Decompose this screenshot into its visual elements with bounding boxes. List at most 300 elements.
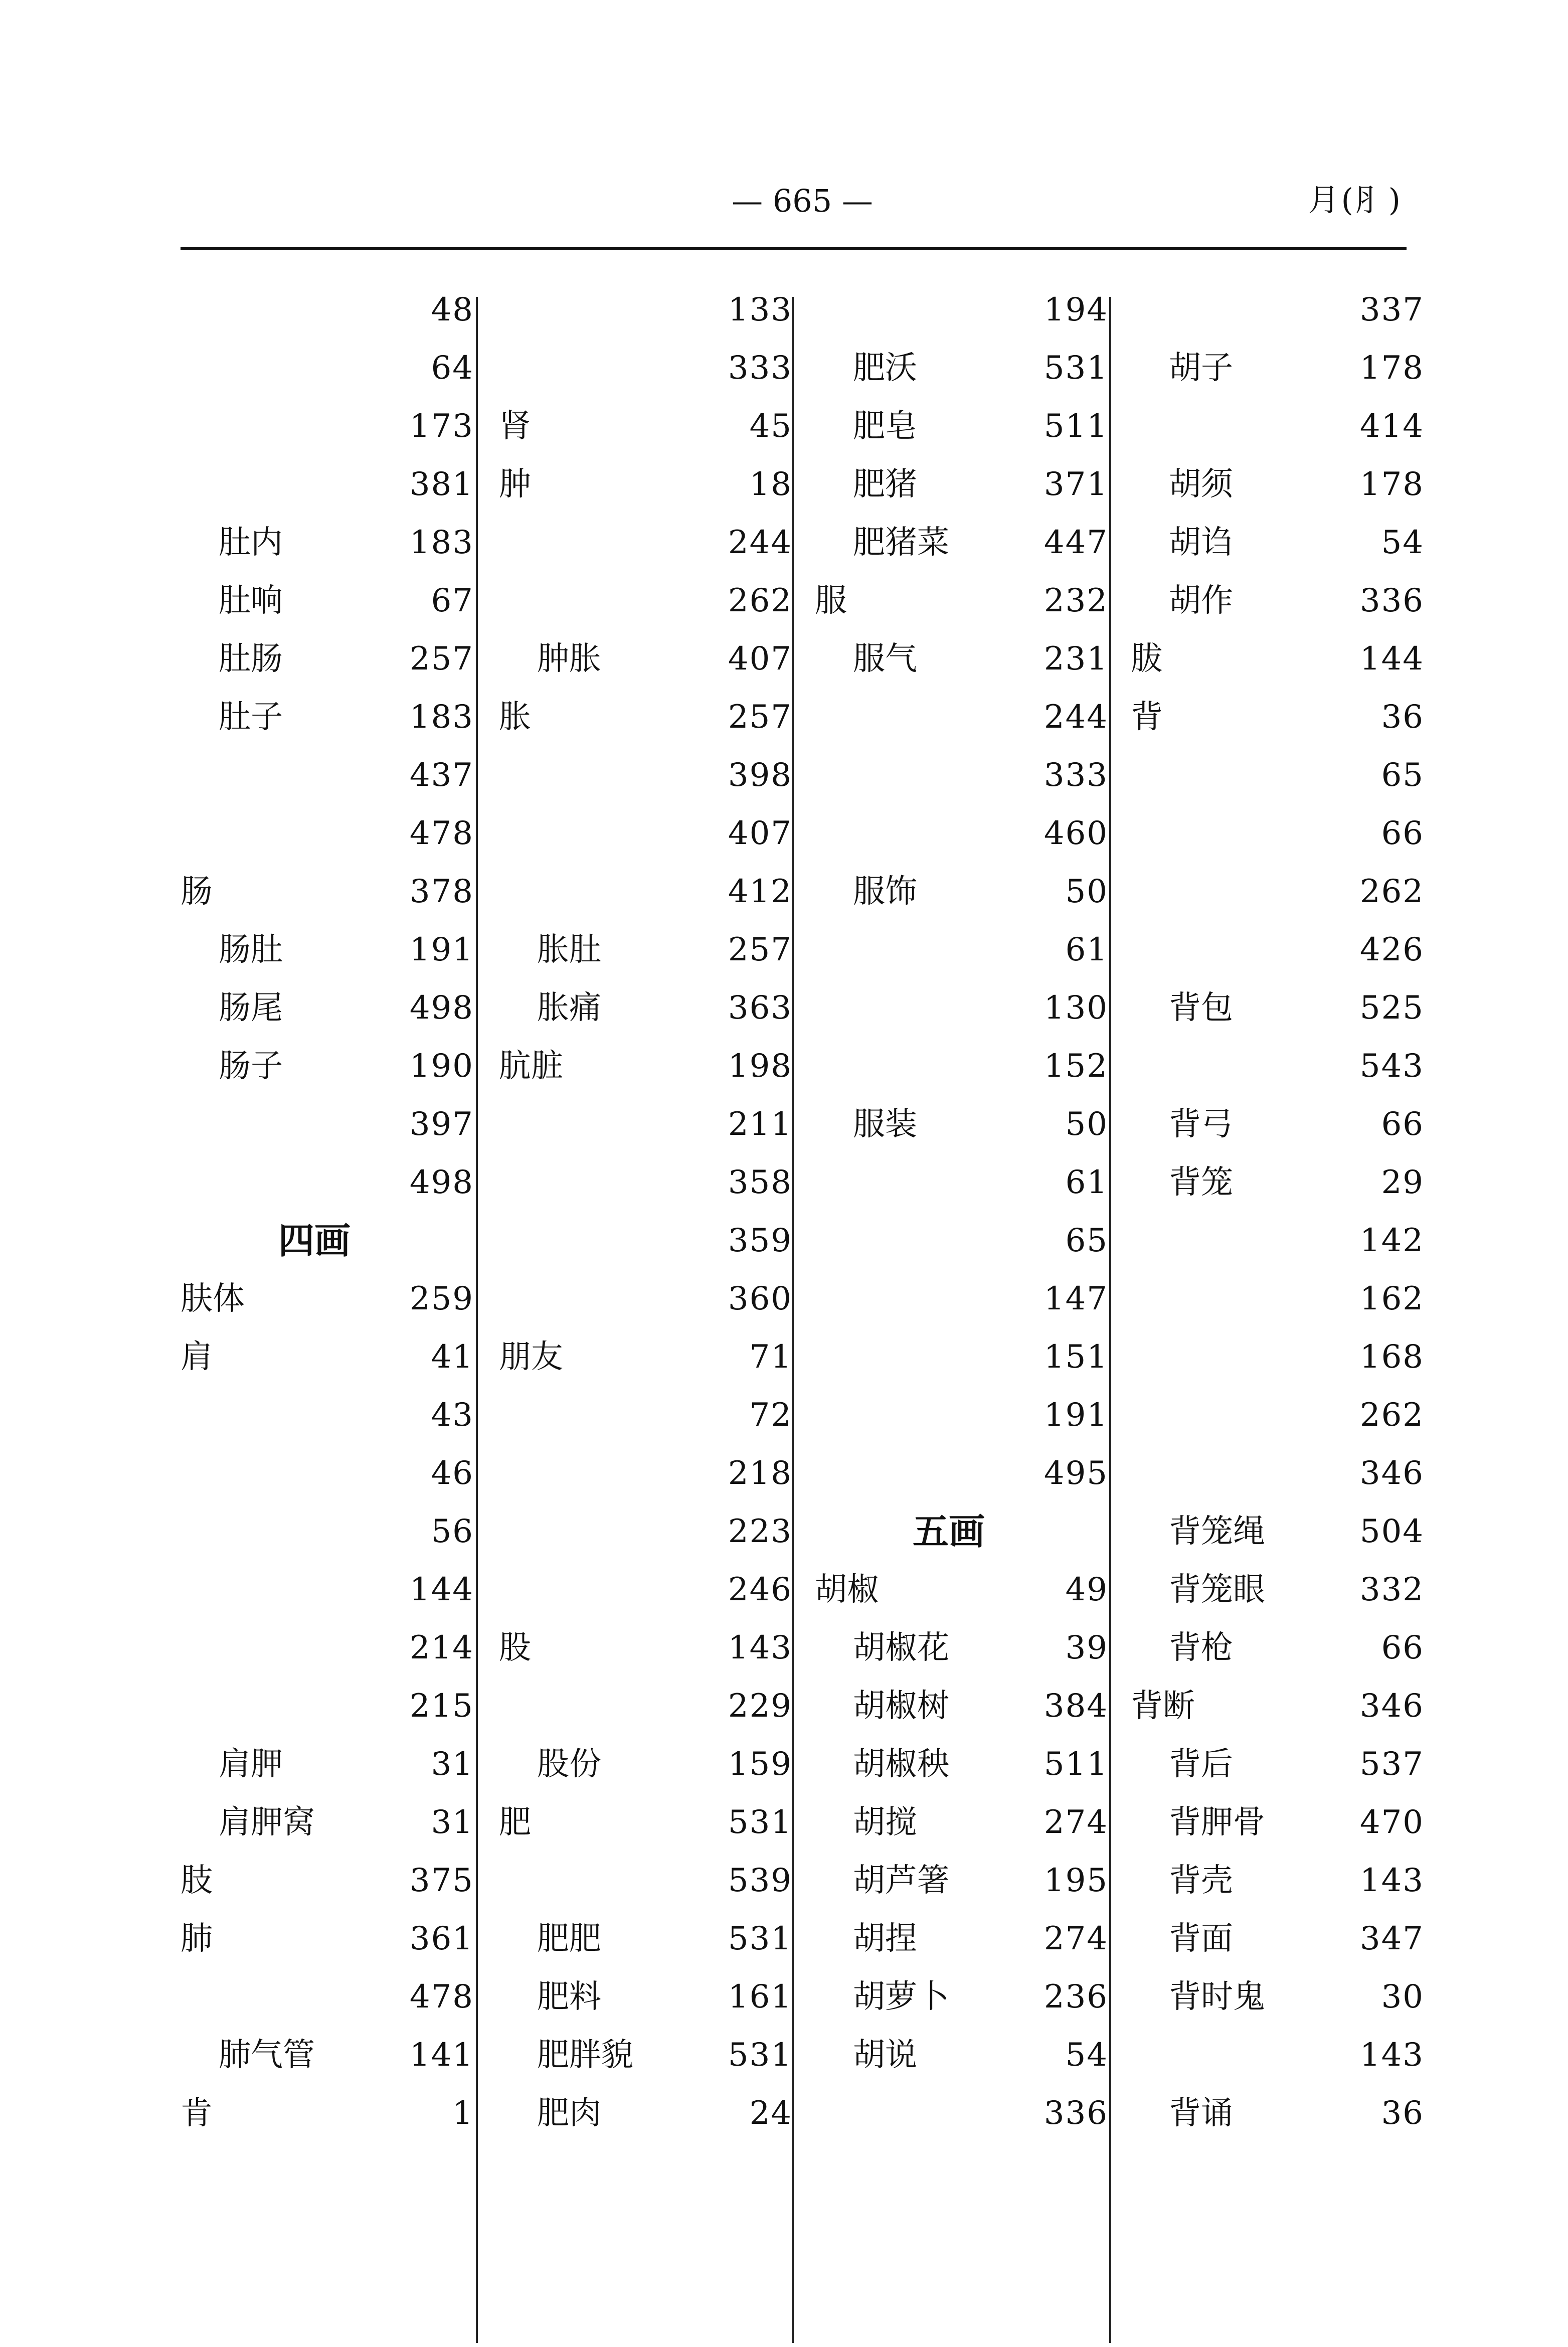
index-entry <box>181 1793 481 1852</box>
page-reference: 375 <box>409 1862 474 1899</box>
index-entry <box>1131 1444 1432 1502</box>
index-entry <box>1131 455 1432 514</box>
index-term: 服气 <box>853 640 917 678</box>
index-entry <box>1131 2026 1432 2084</box>
page-reference: 259 <box>409 1280 474 1317</box>
index-column-1 <box>181 281 481 2142</box>
page-reference: 498 <box>409 1164 474 1201</box>
page-reference: 359 <box>728 1222 792 1259</box>
page-reference: 159 <box>728 1746 792 1783</box>
index-entry <box>1131 1910 1432 1968</box>
page-reference: 478 <box>409 1978 474 2016</box>
index-term: 肥肉 <box>537 2095 601 2132</box>
index-term: 胡椒树 <box>853 1688 949 1725</box>
page-reference: 397 <box>409 1106 474 1143</box>
page-reference: 336 <box>1359 582 1424 619</box>
index-term: 背笼绳 <box>1169 1513 1265 1550</box>
index-entry <box>815 1153 1116 1212</box>
index-entry <box>815 1095 1116 1153</box>
index-term: 肺 <box>181 1920 213 1957</box>
index-entry <box>181 397 481 455</box>
page-reference: 346 <box>1359 1688 1424 1725</box>
page-reference: 531 <box>728 2037 792 2074</box>
index-term: 胡椒花 <box>853 1629 949 1666</box>
page-reference: 147 <box>1043 1280 1108 1317</box>
index-entry <box>1131 514 1432 572</box>
running-head: 月(⺼) <box>1308 182 1403 218</box>
page-reference: 262 <box>1359 873 1424 910</box>
index-term: 肿 <box>499 466 531 503</box>
index-entry <box>815 2026 1116 2084</box>
index-entry <box>1131 1386 1432 1444</box>
page-reference: 244 <box>1043 699 1108 736</box>
index-entry <box>181 979 481 1037</box>
index-entry <box>1131 1735 1432 1793</box>
index-entry <box>815 863 1116 921</box>
index-entry <box>1131 1153 1432 1212</box>
index-entry <box>1131 2084 1432 2142</box>
index-entry <box>815 1328 1116 1386</box>
index-term: 肠子 <box>219 1048 283 1085</box>
index-term: 肠肚 <box>219 931 283 968</box>
index-term: 背笼眼 <box>1169 1571 1265 1608</box>
index-term: 肚响 <box>219 582 283 619</box>
index-entry <box>181 455 481 514</box>
page-reference: 495 <box>1043 1455 1108 1492</box>
index-entry <box>181 514 481 572</box>
page-reference: 478 <box>409 815 474 852</box>
page-reference: 232 <box>1043 582 1108 619</box>
index-entry <box>499 1852 800 1910</box>
page-reference: 214 <box>409 1629 474 1666</box>
page-reference: 437 <box>409 757 474 794</box>
page-reference: 50 <box>1065 873 1108 910</box>
page-reference: 498 <box>409 989 474 1027</box>
index-entry <box>815 688 1116 746</box>
index-term: 背壳 <box>1169 1862 1233 1899</box>
page-reference: 48 <box>431 291 474 328</box>
index-entry <box>815 804 1116 863</box>
index-entry <box>1131 1502 1432 1561</box>
page-reference: 67 <box>431 582 474 619</box>
page-reference: 31 <box>431 1746 474 1783</box>
index-entry <box>1131 863 1432 921</box>
page-reference: 65 <box>1065 1222 1108 1259</box>
index-entry <box>499 1444 800 1502</box>
index-entry <box>181 281 481 339</box>
page-reference: 64 <box>431 350 474 387</box>
index-term: 胡搅 <box>853 1804 917 1841</box>
index-term: 肯 <box>181 2095 213 2132</box>
page-reference: 178 <box>1359 466 1424 503</box>
page-reference: 54 <box>1065 2037 1108 2074</box>
index-term: 肥肥 <box>537 1920 601 1957</box>
index-entry <box>1131 921 1432 979</box>
index-term: 四画 <box>278 1220 351 1262</box>
index-term: 胡椒 <box>815 1571 879 1608</box>
page-reference: 215 <box>409 1688 474 1725</box>
index-term: 肥皂 <box>853 408 917 445</box>
index-term: 胡捏 <box>853 1920 917 1957</box>
index-term: 五画 <box>913 1511 985 1553</box>
index-entry <box>499 2026 800 2084</box>
page-reference: 190 <box>409 1048 474 1085</box>
index-entry <box>815 630 1116 688</box>
index-term: 背后 <box>1169 1746 1233 1783</box>
page-reference: 211 <box>728 1106 792 1143</box>
page-reference: 72 <box>749 1397 792 1434</box>
page-reference: 531 <box>728 1804 792 1841</box>
index-entry <box>181 1444 481 1502</box>
index-term: 肩胛窝 <box>219 1804 315 1841</box>
page-reference: 143 <box>1359 1862 1424 1899</box>
page-reference: 191 <box>1043 1397 1108 1434</box>
index-term: 肥胖貌 <box>537 2037 633 2074</box>
page-reference: 130 <box>1043 989 1108 1027</box>
page-reference: 236 <box>1043 1978 1108 2016</box>
index-entry <box>499 1270 800 1328</box>
index-term: 肿胀 <box>537 640 601 678</box>
index-term: 背断 <box>1131 1688 1195 1725</box>
page-reference: 144 <box>1359 640 1424 678</box>
index-entry <box>181 1735 481 1793</box>
index-entry <box>181 1095 481 1153</box>
index-entry <box>499 1561 800 1619</box>
page-reference: 178 <box>1359 350 1424 387</box>
page-reference: 333 <box>1043 757 1108 794</box>
page-reference: 257 <box>728 931 792 968</box>
index-entry <box>1131 572 1432 630</box>
index-entry <box>499 1793 800 1852</box>
index-term: 背面 <box>1169 1920 1233 1957</box>
page-reference: 39 <box>1065 1629 1108 1666</box>
page-reference: 336 <box>1043 2095 1108 2132</box>
index-term: 朋友 <box>499 1338 563 1376</box>
page-reference: 333 <box>728 350 792 387</box>
index-term: 肥沃 <box>853 350 917 387</box>
index-term: 胡须 <box>1169 466 1233 503</box>
index-column-4 <box>1131 281 1432 2142</box>
index-entry <box>1131 397 1432 455</box>
index-column-3 <box>815 281 1116 2142</box>
index-term: 肚肠 <box>219 640 283 678</box>
index-entry <box>499 1386 800 1444</box>
page-reference: 358 <box>728 1164 792 1201</box>
index-entry <box>1131 1852 1432 1910</box>
page-reference: 257 <box>728 699 792 736</box>
index-entry <box>815 397 1116 455</box>
index-term: 胈 <box>1131 640 1163 678</box>
index-term: 胀肚 <box>537 931 601 968</box>
page-reference: 161 <box>728 1978 792 2016</box>
page-reference: 61 <box>1065 931 1108 968</box>
page-reference: 412 <box>728 873 792 910</box>
index-entry <box>181 339 481 397</box>
index-term: 服饰 <box>853 873 917 910</box>
page-reference: 229 <box>728 1688 792 1725</box>
page-reference: 511 <box>1043 408 1108 445</box>
page-reference: 45 <box>749 408 792 445</box>
index-entry <box>181 1561 481 1619</box>
page-reference: 46 <box>431 1455 474 1492</box>
page-reference: 143 <box>728 1629 792 1666</box>
index-entry <box>181 1677 481 1735</box>
index-term: 肥猪 <box>853 466 917 503</box>
page-reference: 543 <box>1359 1048 1424 1085</box>
page-reference: 61 <box>1065 1164 1108 1201</box>
index-entry <box>499 2084 800 2142</box>
index-entry <box>181 1968 481 2026</box>
index-entry <box>181 1619 481 1677</box>
page-reference: 511 <box>1043 1746 1108 1783</box>
page-reference: 31 <box>431 1804 474 1841</box>
page-reference: 65 <box>1381 757 1424 794</box>
page-reference: 54 <box>1381 524 1424 561</box>
index-entry <box>181 1328 481 1386</box>
page-reference: 398 <box>728 757 792 794</box>
index-entry <box>499 746 800 804</box>
page-reference: 173 <box>409 408 474 445</box>
page-reference: 531 <box>1043 350 1108 387</box>
index-entry <box>815 1561 1116 1619</box>
index-term: 肚子 <box>219 699 283 736</box>
page-number: — 665 — <box>732 183 873 219</box>
page-reference: 144 <box>409 1571 474 1608</box>
stroke-count-heading <box>815 1502 1116 1561</box>
page-reference: 41 <box>431 1338 474 1376</box>
page-reference: 24 <box>749 2095 792 2132</box>
index-term: 肚内 <box>219 524 283 561</box>
index-term: 股 <box>499 1629 531 1666</box>
index-entry <box>815 921 1116 979</box>
page-reference: 152 <box>1043 1048 1108 1085</box>
index-entry <box>1131 339 1432 397</box>
page-reference: 525 <box>1359 989 1424 1027</box>
index-entry <box>815 1968 1116 2026</box>
index-entry <box>815 1444 1116 1502</box>
page-reference: 183 <box>409 699 474 736</box>
index-term: 肢 <box>181 1862 213 1899</box>
page-reference: 346 <box>1359 1455 1424 1492</box>
header-rule <box>181 247 1407 250</box>
index-term: 肥猪菜 <box>853 524 949 561</box>
index-entry <box>499 339 800 397</box>
page-reference: 384 <box>1043 1688 1108 1725</box>
index-entry <box>1131 1270 1432 1328</box>
index-entry <box>181 1153 481 1212</box>
page-reference: 223 <box>728 1513 792 1550</box>
index-term: 胡作 <box>1169 582 1233 619</box>
index-entry <box>1131 979 1432 1037</box>
page-reference: 71 <box>749 1338 792 1376</box>
index-entry <box>815 281 1116 339</box>
page-reference: 531 <box>728 1920 792 1957</box>
page-reference: 363 <box>728 989 792 1027</box>
page-reference: 30 <box>1381 1978 1424 2016</box>
page-reference: 1 <box>452 2095 474 2132</box>
index-entry <box>499 1037 800 1095</box>
index-entry <box>815 1852 1116 1910</box>
page-reference: 29 <box>1381 1164 1424 1201</box>
index-entry <box>499 281 800 339</box>
page-reference: 143 <box>1359 2037 1424 2074</box>
index-entry <box>1131 688 1432 746</box>
page-reference: 194 <box>1043 291 1108 328</box>
index-term: 胡萝卜 <box>853 1978 949 2016</box>
index-entry <box>1131 1328 1432 1386</box>
index-entry <box>181 1037 481 1095</box>
page-reference: 426 <box>1359 931 1424 968</box>
index-entry <box>181 2084 481 2142</box>
page-reference: 539 <box>728 1862 792 1899</box>
page-reference: 361 <box>409 1920 474 1957</box>
index-entry <box>815 1386 1116 1444</box>
page-reference: 274 <box>1043 1804 1108 1841</box>
index-entry <box>1131 1793 1432 1852</box>
index-term: 肠尾 <box>219 989 283 1027</box>
page-reference: 56 <box>431 1513 474 1550</box>
index-term: 背弓 <box>1169 1106 1233 1143</box>
index-entry <box>181 1910 481 1968</box>
index-term: 胀痛 <box>537 989 601 1027</box>
index-term: 服装 <box>853 1106 917 1143</box>
page-reference: 371 <box>1043 466 1108 503</box>
index-entry <box>499 1095 800 1153</box>
page-reference: 151 <box>1043 1338 1108 1376</box>
index-term: 背包 <box>1169 989 1233 1027</box>
index-entry <box>499 863 800 921</box>
page-reference: 347 <box>1359 1920 1424 1957</box>
page-reference: 49 <box>1065 1571 1108 1608</box>
index-term: 肤体 <box>181 1280 245 1317</box>
page-reference: 18 <box>749 466 792 503</box>
page-reference: 262 <box>728 582 792 619</box>
index-entry <box>181 804 481 863</box>
index-term: 胡椒秧 <box>853 1746 949 1783</box>
page-reference: 246 <box>728 1571 792 1608</box>
page-reference: 257 <box>409 640 474 678</box>
page-reference: 50 <box>1065 1106 1108 1143</box>
index-entry <box>1131 1095 1432 1153</box>
index-term: 肩 <box>181 1338 213 1376</box>
index-entry <box>1131 1561 1432 1619</box>
index-entry <box>815 572 1116 630</box>
index-term: 背 <box>1131 699 1163 736</box>
page-reference: 66 <box>1381 1629 1424 1666</box>
index-entry <box>499 1968 800 2026</box>
page-reference: 142 <box>1359 1222 1424 1259</box>
page-reference: 43 <box>431 1397 474 1434</box>
index-entry <box>499 1619 800 1677</box>
page-reference: 378 <box>409 873 474 910</box>
index-term: 背笼 <box>1169 1164 1233 1201</box>
index-entry <box>181 1270 481 1328</box>
page-reference: 218 <box>728 1455 792 1492</box>
index-entry <box>499 1735 800 1793</box>
page-reference: 198 <box>728 1048 792 1085</box>
page-reference: 195 <box>1043 1862 1108 1899</box>
index-entry <box>815 1677 1116 1735</box>
index-entry <box>815 1910 1116 1968</box>
page-reference: 231 <box>1043 640 1108 678</box>
index-term: 肥 <box>499 1804 531 1841</box>
index-entry <box>499 1502 800 1561</box>
index-term: 胡诌 <box>1169 524 1233 561</box>
index-entry <box>1131 1968 1432 2026</box>
index-column-2 <box>499 281 800 2142</box>
index-entry <box>1131 1037 1432 1095</box>
index-entry <box>499 1328 800 1386</box>
index-term: 肮脏 <box>499 1048 563 1085</box>
index-entry <box>181 1852 481 1910</box>
page-reference: 141 <box>409 2037 474 2074</box>
index-entry <box>181 921 481 979</box>
index-entry <box>815 746 1116 804</box>
index-entry <box>815 1270 1116 1328</box>
index-entry <box>499 921 800 979</box>
index-term: 胡说 <box>853 2037 917 2074</box>
page-reference: 407 <box>728 815 792 852</box>
index-entry <box>181 572 481 630</box>
index-entry <box>815 1619 1116 1677</box>
page-reference: 262 <box>1359 1397 1424 1434</box>
page-reference: 381 <box>409 466 474 503</box>
page-reference: 66 <box>1381 1106 1424 1143</box>
index-entry <box>1131 1212 1432 1270</box>
index-entry <box>815 2084 1116 2142</box>
index-entry <box>181 746 481 804</box>
index-entry <box>1131 281 1432 339</box>
index-term: 肠 <box>181 873 213 910</box>
index-term: 背时鬼 <box>1169 1978 1265 2016</box>
index-term: 股份 <box>537 1746 601 1783</box>
page-reference: 360 <box>728 1280 792 1317</box>
page-reference: 274 <box>1043 1920 1108 1957</box>
index-entry <box>499 1212 800 1270</box>
index-entry <box>1131 1677 1432 1735</box>
page-reference: 332 <box>1359 1571 1424 1608</box>
index-term: 肾 <box>499 408 531 445</box>
index-entry <box>815 514 1116 572</box>
index-term: 背诵 <box>1169 2095 1233 2132</box>
index-term: 胀 <box>499 699 531 736</box>
index-entry <box>181 2026 481 2084</box>
index-entry <box>815 1735 1116 1793</box>
page-reference: 470 <box>1359 1804 1424 1841</box>
index-entry <box>181 630 481 688</box>
index-entry <box>815 455 1116 514</box>
page-reference: 162 <box>1359 1280 1424 1317</box>
page-reference: 537 <box>1359 1746 1424 1783</box>
page-reference: 66 <box>1381 815 1424 852</box>
index-term: 背胛骨 <box>1169 1804 1265 1841</box>
page-reference: 447 <box>1043 524 1108 561</box>
index-entry <box>1131 746 1432 804</box>
index-term: 背枪 <box>1169 1629 1233 1666</box>
page-reference: 407 <box>728 640 792 678</box>
index-term: 胡子 <box>1169 350 1233 387</box>
index-entry <box>181 688 481 746</box>
index-entry <box>499 572 800 630</box>
index-entry <box>499 455 800 514</box>
stroke-count-heading <box>181 1212 481 1270</box>
index-term: 胡芦箸 <box>853 1862 949 1899</box>
page-reference: 244 <box>728 524 792 561</box>
index-term: 肩胛 <box>219 1746 283 1783</box>
index-entry <box>1131 804 1432 863</box>
index-entry <box>499 688 800 746</box>
index-entry <box>499 514 800 572</box>
